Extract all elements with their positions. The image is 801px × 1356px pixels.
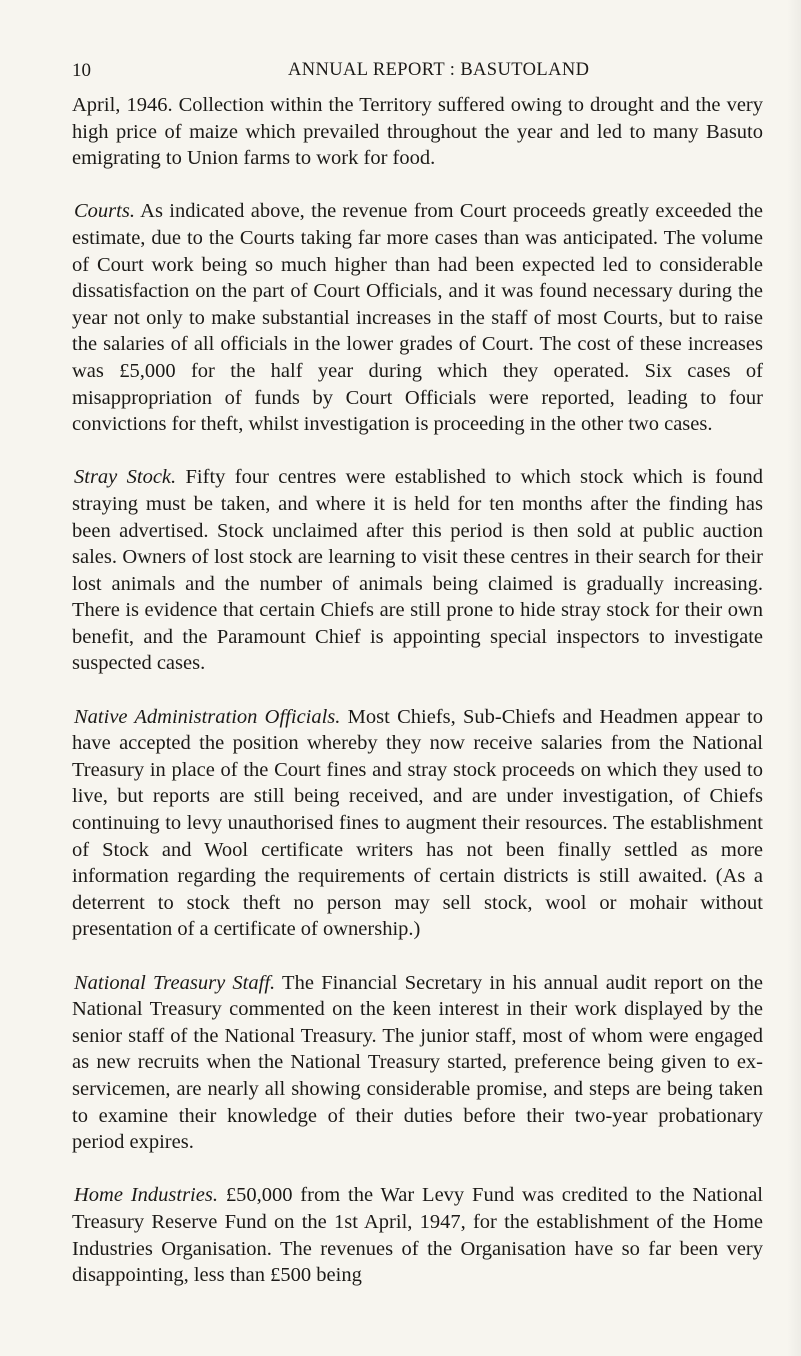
page-header [72, 60, 763, 92]
body-text [72, 92, 763, 1289]
paragraph-heading: Courts. [74, 200, 135, 223]
paragraph-heading: National Treasury Staff. [74, 971, 276, 994]
paragraph-continuation [72, 92, 763, 172]
paragraph-heading: Native Administration Officials. [74, 705, 341, 728]
paragraph-text: The Financial Secretary in his annual audit report on the National Treasury commented on the keen interest in their work displayed by the senior staff of the National Treasury. The junior staff, most of whom were engaged as new recruits when the National Treasury started, preference being given to ex-servicemen, are nearly all showing considerable promise, and steps are being taken to examine their knowledge of their duties before their two-year probationary period expires. [72, 971, 763, 1154]
paragraph-text: Fifty four centres were established to which stock which is found straying must be taken, and where it is held for ten months after the finding has been advertised. Stock unclaimed after this period is then sold at public auction sales. Owners of lost stock are learning to visit these centres in their search for their lost animals and the number of animals being claimed is gradually increasing. There is evidence that certain Chiefs are still prone to hide stray stock for their own benefit, and the Paramount Chief is appointing special inspectors to investigate suspected cases. [72, 466, 763, 675]
paragraph-national-treasury-staff [72, 970, 763, 1156]
page-edge-shadow [787, 0, 801, 1356]
paragraph-text: As indicated above, the revenue from Court proceeds greatly exceeded the estimate, due to the Courts taking far more cases than was anticipated. The volume of Court work being so much higher than had been expected led to considerable dissatisfaction on the part of Court Officials, and it was found necessary during the year not only to make substantial increases in the staff of most Courts, but to raise the salaries of all officials in the lower grades of Court. The cost of these increases was £5,000 for the half year during which they operated. Six cases of misappropriation of funds by Court Officials were reported, leading to four convictions for theft, whilst investigation is proceeding in the other two cases. [72, 200, 763, 436]
paragraph-heading: Home Industries. [74, 1184, 218, 1207]
paragraph-home-industries [72, 1182, 763, 1288]
paragraph-native-administration-officials [72, 704, 763, 943]
paragraph-courts [72, 198, 763, 437]
paragraph-stray-stock [72, 464, 763, 677]
paragraph-text: £50,000 from the War Levy Fund was credited to the National Treasury Reserve Fund on the 1st April, 1947, for the establishment of the Home Industries Organisation. The revenues of the Organisation have so far been very disappointing, less than £500 being [72, 1184, 763, 1287]
running-title: ANNUAL REPORT : BASUTOLAND [288, 60, 590, 80]
paragraph-text: April, 1946. Collection within the Territory suffered owing to drought and the very high price of maize which prevailed throughout the year and led to many Basuto emigrating to Union farms to work for food. [72, 94, 763, 170]
paragraph-heading: Stray Stock. [74, 466, 177, 489]
paragraph-text: Most Chiefs, Sub-Chiefs and Headmen appear to have accepted the position whereby they now receive salaries from the National Treasury in place of the Court fines and stray stock proceeds on which they used to live, but reports are still being received, and are under investigation, of Chiefs continuing to levy unauthorised fines to augment their resources. The establishment of Stock and Wool certificate writers has not been finally settled as more information regarding the requirements of certain districts is still awaited. (As a deterrent to stock theft no person may sell stock, wool or mohair without presentation of a certificate of ownership.) [72, 705, 764, 941]
page-number: 10 [72, 60, 91, 81]
